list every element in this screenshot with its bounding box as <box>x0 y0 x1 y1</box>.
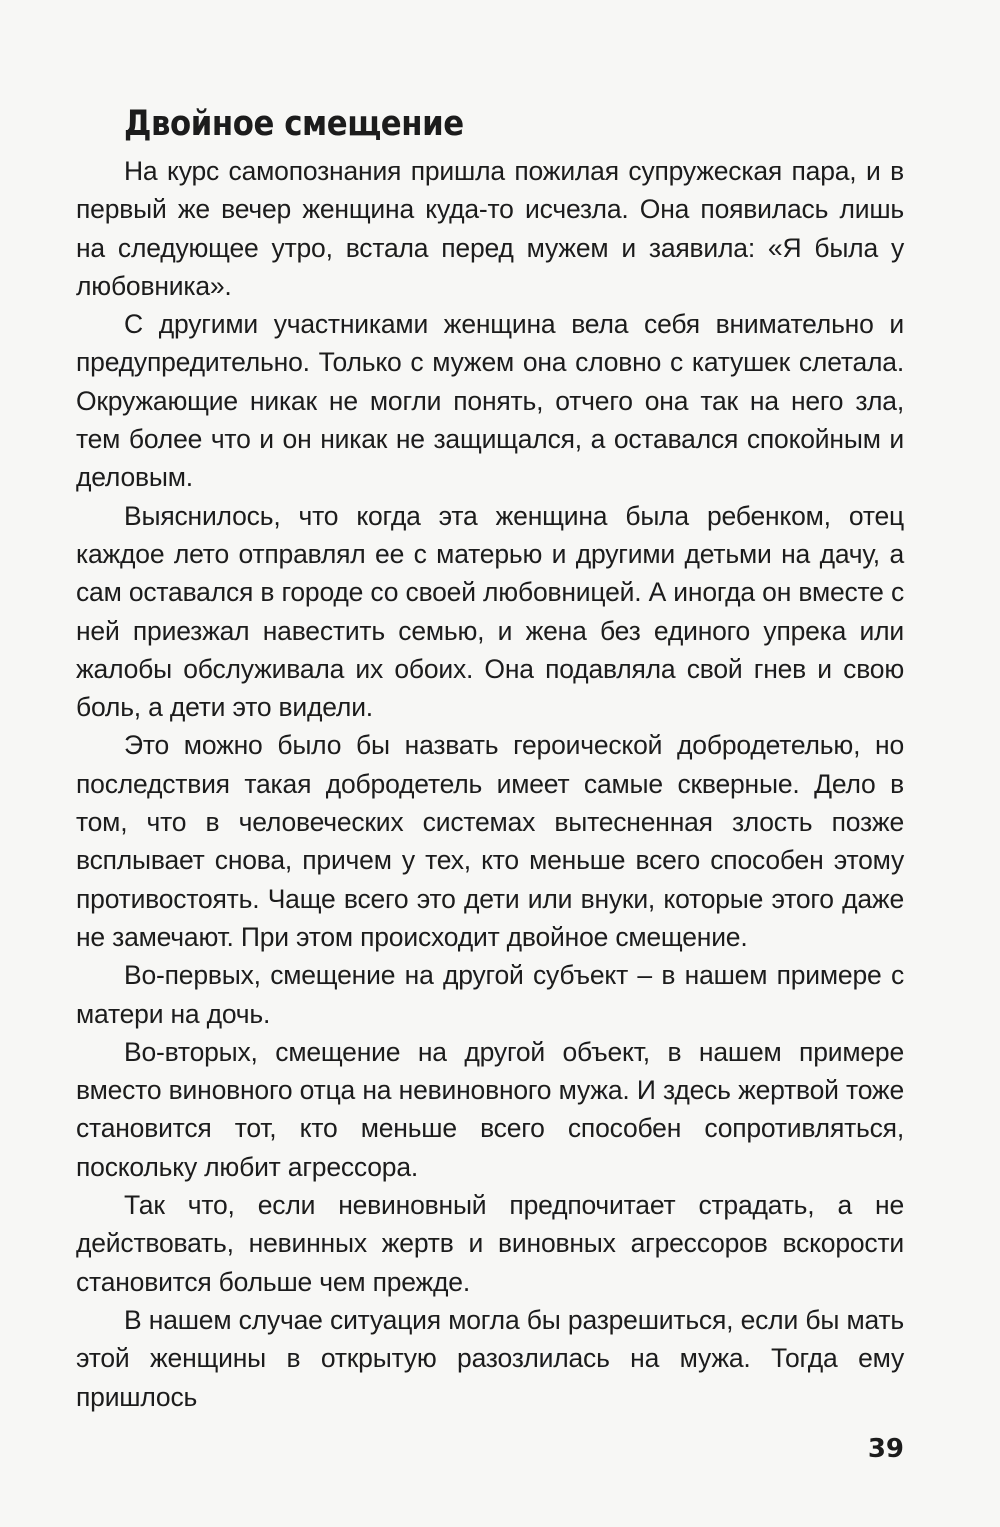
paragraph-6: Во-вторых, смещение на другой объект, в нашем примере вместо виновного отца на невиновного мужа. И здесь жертвой тоже становится тот, кто меньше всего способен сопротивляться, поскольку любит агрессора. <box>76 1036 904 1182</box>
paragraph-5: Во-первых, смещение на другой субъект – в нашем примере с матери на дочь. <box>76 960 904 1029</box>
paragraph-8: В нашем случае ситуация могла бы разрешиться, если бы мать этой женщины в открытую разозлилась на мужа. Тогда ему пришлось <box>76 1304 904 1412</box>
page-content <box>76 100 904 1416</box>
section-heading: Двойное смещение <box>124 104 464 144</box>
paragraph-4: Это можно было бы назвать героической добродетелью, но последствия такая добродетель имеет самые скверные. Дело в том, что в человеческих системах вытесненная злость позже всплывает снова, причем у тех, кто меньше всего способен этому противостоять. Чаще всего это дети или внуки, которые этого даже не замечают. При этом происходит двойное смещение. <box>76 730 904 952</box>
paragraph-2: С другими участниками женщина вела себя внимательно и предупредительно. Только с мужем она словно с катушек слетала. Окружающие никак не могли понять, отчего она так на него зла, тем более что и он никак не защищался, а оставался спокойным и деловым. <box>76 309 904 493</box>
page-number: 39 <box>867 1434 904 1464</box>
paragraph-3: Выяснилось, что когда эта женщина была ребенком, отец каждое лето отправлял ее с матерью и другими детьми на дачу, а сам оставался в городе со своей любовницей. А иногда он вместе с ней приезжал навестить семью, и жена без единого упрека или жалобы обслуживала их обоих. Она подавляла свой гнев и свою боль, а дети это видели. <box>76 500 904 723</box>
paragraph-1: На курс самопознания пришла пожилая супружеская пара, и в первый же вечер женщина куда-то исчезла. Она появилась лишь на следующее утро, встала перед мужем и заявила: «Я была у любовника». <box>76 156 904 301</box>
paragraph-7: Так что, если невиновный предпочитает страдать, а не действовать, невинных жертв и виновных агрессоров вскорости становится больше чем прежде. <box>76 1190 904 1297</box>
